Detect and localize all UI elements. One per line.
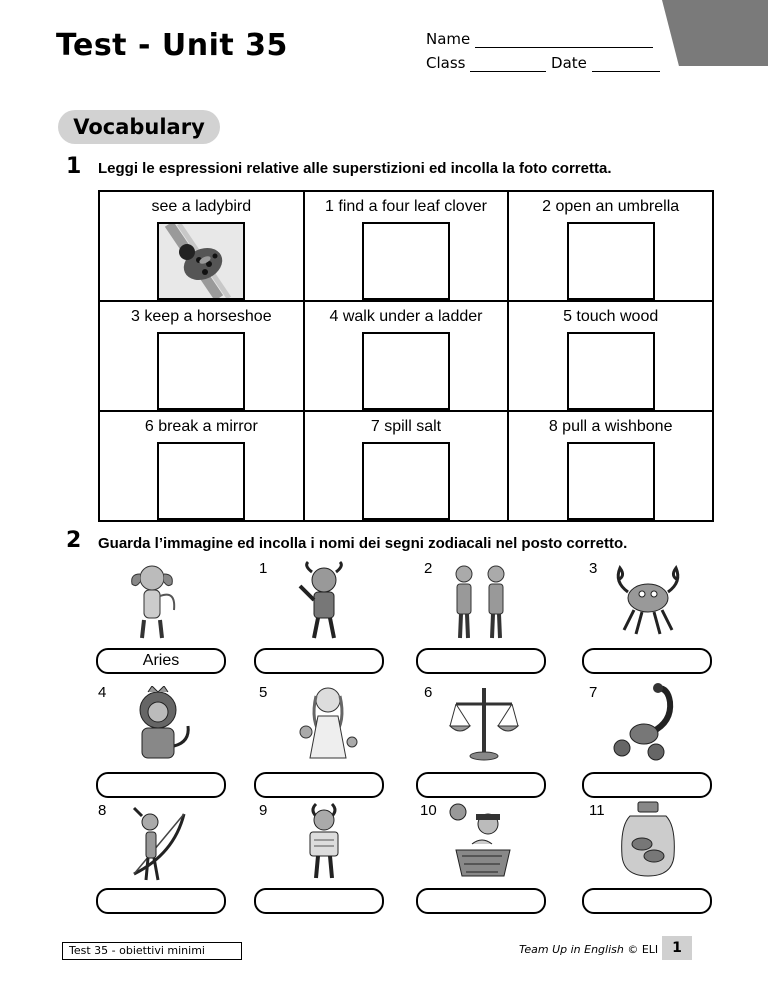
page-title: Test - Unit 35 xyxy=(56,28,288,63)
cell-label: 3 keep a horseshoe xyxy=(131,308,272,325)
ram-icon xyxy=(112,560,192,640)
zodiac-number: 3 xyxy=(589,560,598,577)
zodiac-number: 11 xyxy=(589,802,605,819)
ladybird-photo xyxy=(157,222,245,300)
answer-box[interactable] xyxy=(416,888,546,914)
zodiac-number: 2 xyxy=(424,560,433,577)
aries-figure xyxy=(112,560,192,645)
zodiac-number: 8 xyxy=(98,802,107,819)
answer-box[interactable] xyxy=(254,648,384,674)
fish-bowl-icon xyxy=(608,800,688,880)
grid-cell xyxy=(99,301,304,411)
page-number: 1 xyxy=(662,936,692,960)
goat-icon xyxy=(284,800,364,880)
grid-cell xyxy=(508,191,713,301)
test-label: Test 35 - obiettivi minimi xyxy=(62,942,242,960)
zodiac-number: 9 xyxy=(259,802,268,819)
name-field[interactable] xyxy=(426,30,653,48)
aquarius-figure xyxy=(442,800,522,885)
capricorn-figure xyxy=(284,800,364,885)
lion-icon xyxy=(118,686,198,766)
scorpion-icon xyxy=(608,682,688,762)
maiden-icon xyxy=(288,682,368,762)
zodiac-number: 10 xyxy=(420,802,437,819)
taurus-figure xyxy=(284,560,364,645)
photo-placeholder[interactable] xyxy=(362,442,450,520)
libra-figure xyxy=(444,682,524,767)
grid-cell xyxy=(508,301,713,411)
cell-label: 2 open an umbrella xyxy=(542,198,680,215)
answer-box[interactable] xyxy=(96,772,226,798)
zodiac-number: 1 xyxy=(259,560,268,577)
exercise-1-instruction: Leggi le espressioni relative alle superstizioni ed incolla la foto corretta. xyxy=(98,160,612,177)
ladybird-icon xyxy=(159,224,243,298)
cell-label: 6 break a mirror xyxy=(144,418,258,435)
name-label: Name xyxy=(426,30,471,48)
twins-icon xyxy=(440,560,520,640)
photo-placeholder[interactable] xyxy=(362,332,450,410)
class-date-fields[interactable] xyxy=(426,54,660,72)
answer-box[interactable] xyxy=(582,648,712,674)
answer-box[interactable] xyxy=(96,888,226,914)
corner-decoration xyxy=(662,0,768,66)
zodiac-number: 7 xyxy=(589,684,598,701)
archer-icon xyxy=(116,804,196,884)
crab-icon xyxy=(608,562,688,642)
cell-label: 7 spill salt xyxy=(370,418,442,435)
cell-label: see a ladybird xyxy=(151,198,252,215)
brand-title: Team Up in English xyxy=(519,943,624,956)
cell-label: 1 find a four leaf clover xyxy=(325,198,487,215)
photo-placeholder[interactable] xyxy=(567,442,655,520)
cancer-figure xyxy=(608,562,688,647)
answer-box[interactable] xyxy=(254,772,384,798)
answer-box[interactable] xyxy=(582,888,712,914)
leo-figure xyxy=(118,686,198,771)
exercise-2-instruction: Guarda l’immagine ed incolla i nomi dei segni zodiacali nel posto corretto. xyxy=(98,535,628,552)
grid-cell xyxy=(304,301,509,411)
bull-icon xyxy=(284,560,364,640)
zodiac-number: 5 xyxy=(259,684,268,701)
grid-cell xyxy=(304,191,509,301)
grid-cell xyxy=(99,411,304,521)
cell-label: 8 pull a wishbone xyxy=(548,418,673,435)
answer-text: Aries xyxy=(142,652,180,669)
brand-suffix: © ELI xyxy=(627,943,659,956)
grid-cell xyxy=(508,411,713,521)
grid-cell xyxy=(99,191,304,301)
date-label: Date xyxy=(551,54,587,72)
exercise-1-number: 1 xyxy=(66,154,82,179)
scorpio-figure xyxy=(608,682,688,767)
exercise-2-number: 2 xyxy=(66,528,82,553)
photo-placeholder[interactable] xyxy=(362,222,450,300)
pisces-figure xyxy=(608,800,688,885)
sagittarius-figure xyxy=(116,804,196,889)
answer-box[interactable] xyxy=(254,888,384,914)
answer-box-aries[interactable] xyxy=(96,648,226,674)
answer-box[interactable] xyxy=(416,648,546,674)
photo-placeholder[interactable] xyxy=(157,332,245,410)
superstition-grid xyxy=(98,190,714,522)
water-bearer-icon xyxy=(442,800,522,880)
answer-box[interactable] xyxy=(582,772,712,798)
virgo-figure xyxy=(288,682,368,767)
grid-cell xyxy=(304,411,509,521)
answer-box[interactable] xyxy=(416,772,546,798)
photo-placeholder[interactable] xyxy=(157,442,245,520)
gemini-figure xyxy=(440,560,520,645)
zodiac-number: 4 xyxy=(98,684,107,701)
photo-placeholder[interactable] xyxy=(567,332,655,410)
zodiac-number: 6 xyxy=(424,684,433,701)
brand-credit xyxy=(519,943,658,956)
section-vocabulary xyxy=(58,110,220,144)
section-label: Vocabulary xyxy=(73,115,205,139)
cell-label: 4 walk under a ladder xyxy=(329,308,483,325)
class-label: Class xyxy=(426,54,466,72)
scales-icon xyxy=(444,682,524,762)
photo-placeholder[interactable] xyxy=(567,222,655,300)
cell-label: 5 touch wood xyxy=(563,308,659,325)
